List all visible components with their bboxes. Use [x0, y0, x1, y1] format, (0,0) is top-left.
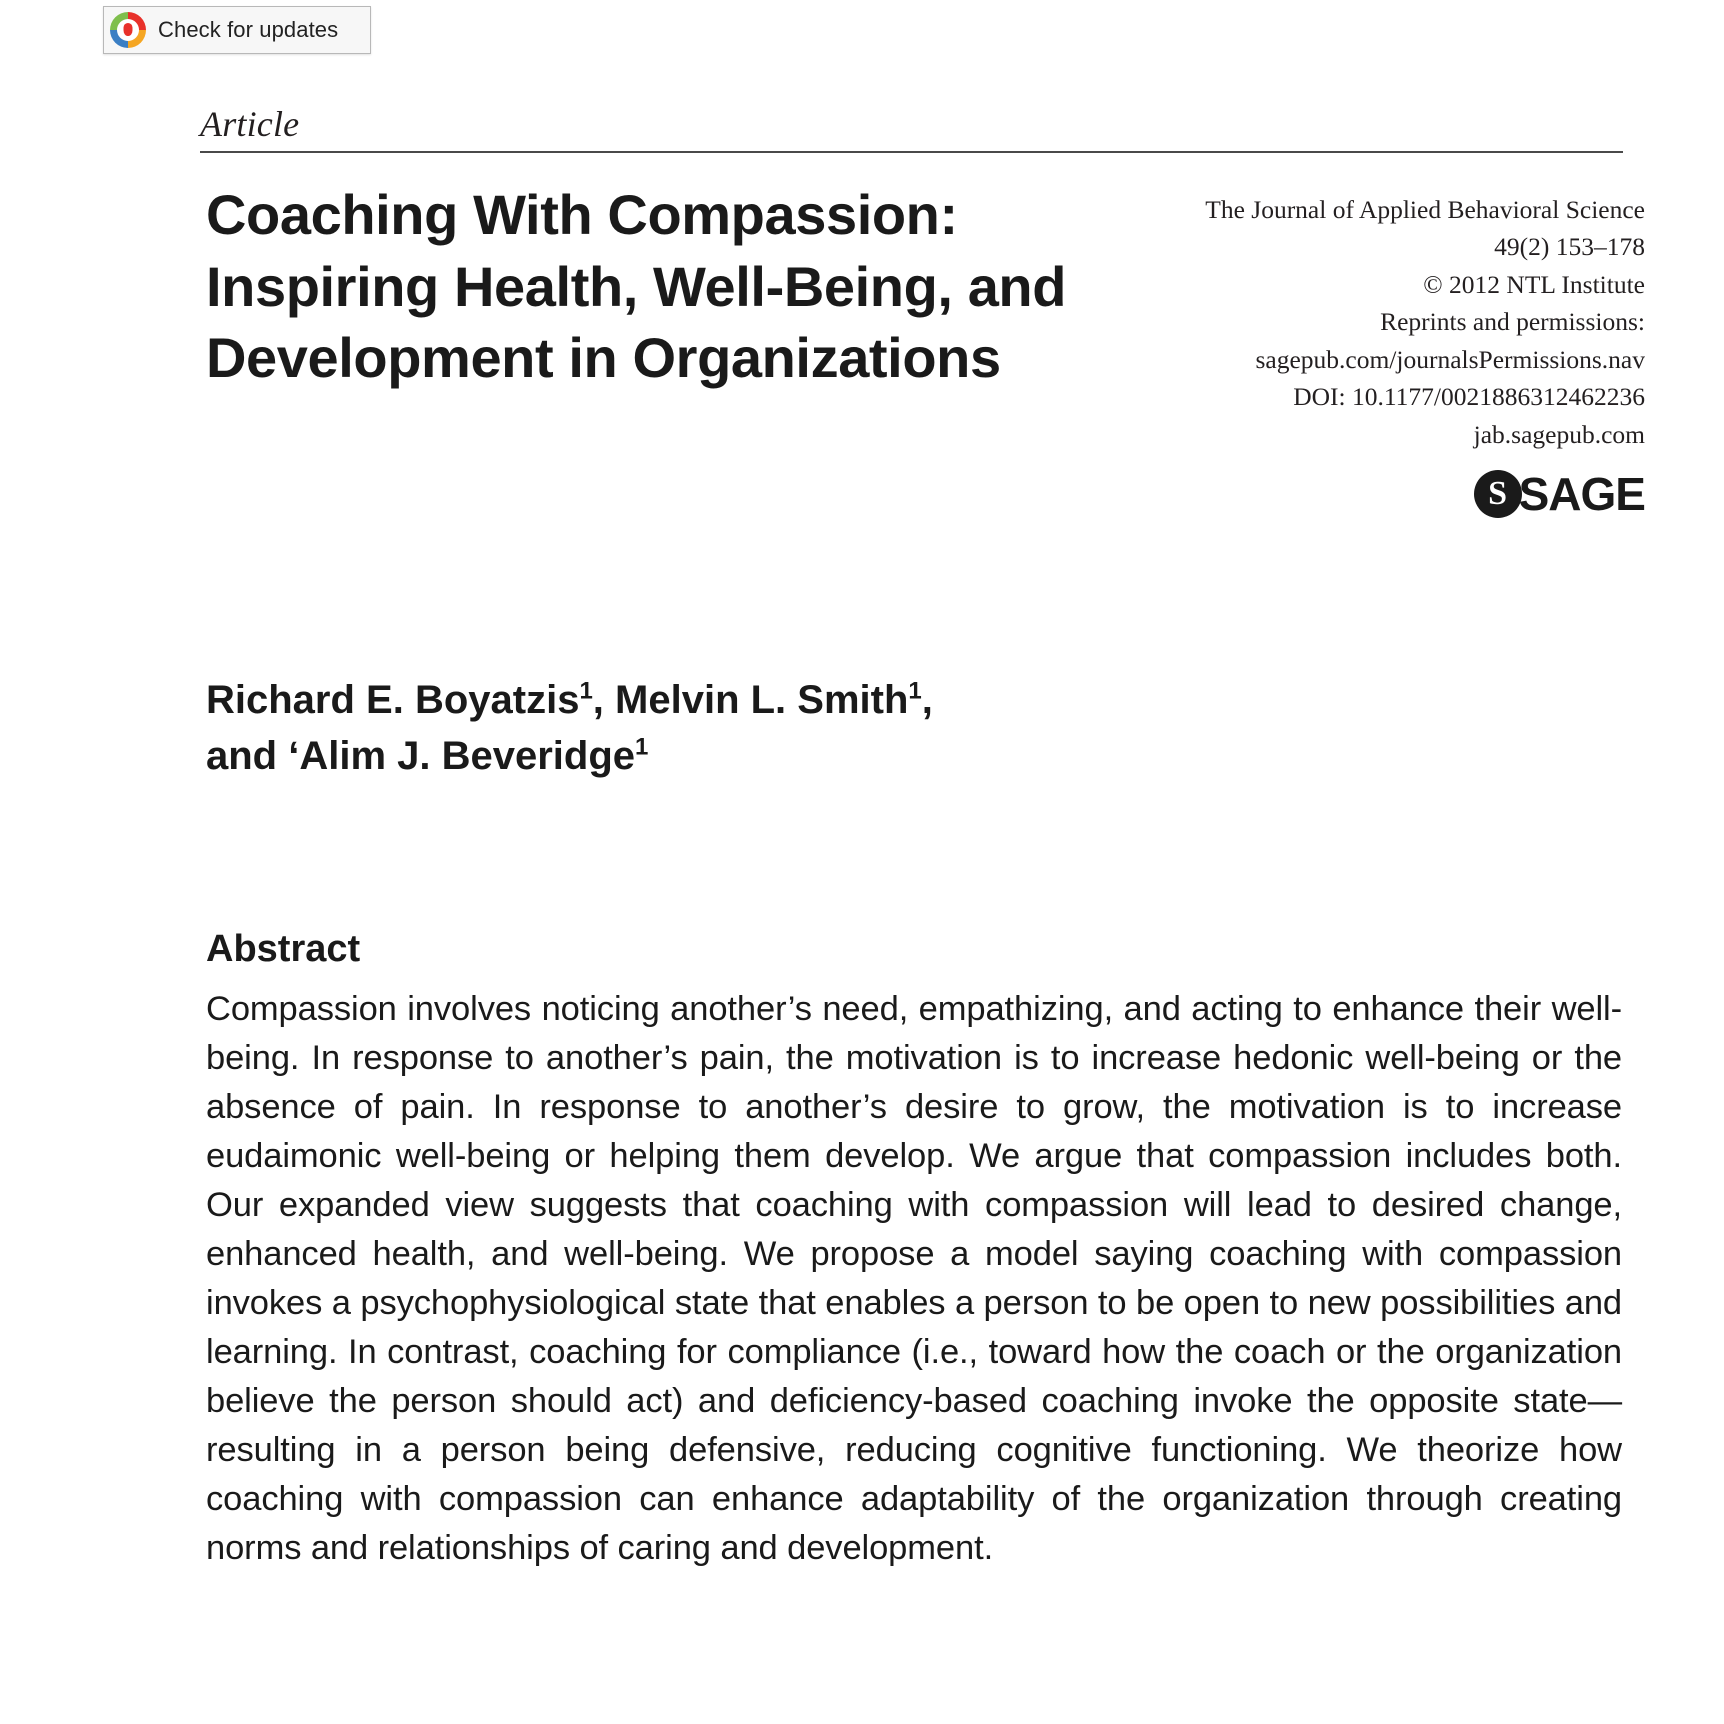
author-3: and ‘Alim J. Beveridge	[206, 733, 636, 778]
journal-website[interactable]: jab.sagepub.com	[1473, 419, 1645, 449]
title-column	[200, 179, 1130, 394]
author-2-affiliation: 1	[908, 678, 922, 706]
author-1-affiliation: 1	[579, 678, 593, 706]
sage-wordmark: SAGE	[1518, 468, 1645, 521]
author-1: Richard E. Boyatzis	[206, 678, 580, 723]
author-2: , Melvin L. Smith	[592, 678, 909, 723]
article-first-page	[200, 0, 1650, 1724]
author-list	[200, 673, 1306, 783]
doi-line[interactable]: DOI: 10.1177/0021886312462236	[1293, 382, 1645, 412]
header-divider	[200, 151, 1623, 153]
title-and-journal-meta	[200, 179, 1650, 521]
journal-meta-column	[1130, 179, 1650, 521]
permissions-url[interactable]: sagepub.com/journalsPermissions.nav	[1255, 344, 1645, 374]
check-for-updates-label: Check for updates	[158, 17, 339, 42]
sage-roundel-icon: S	[1474, 470, 1522, 518]
journal-volume-issue-pages: 49(2) 153–178	[1494, 232, 1645, 262]
author-3-affiliation: 1	[635, 733, 649, 761]
reprints-label: Reprints and permissions:	[1380, 307, 1645, 337]
crossmark-icon	[108, 10, 148, 50]
author-separator: ,	[921, 678, 933, 723]
journal-name: The Journal of Applied Behavioral Science	[1205, 195, 1645, 224]
page-title: Coaching With Compassion: Inspiring Health, Well-Being, and Development in Organizations	[206, 183, 1067, 390]
copyright-line: © 2012 NTL Institute	[1423, 269, 1645, 299]
section-label: Article	[200, 104, 300, 144]
abstract-text: Compassion involves noticing another’s need, empathizing, and acting to enhance their well-being. In response to another’s pain, the motivation is to increase hedonic well-being or the absence of pain. In response to another’s desire to grow, the motivation is to increase eudaimonic well-being or helping them develop. We argue that compassion includes both. Our expanded view suggests that coaching with compassion will lead to desired change, enhanced health, and well-being. We propose a model saying coaching with compassion invokes a psychophysiological state that enables a person to be open to new possibilities and learning. In contrast, coaching for compliance (i.e., toward how the coach or the organization believe the person should act) and deficiency-based coaching invoke the opposite state—resulting in a person being defensive, reducing cognitive functioning. We theorize how coaching with compassion can enhance adaptability of the organization through creating norms and relationships of caring and development.	[206, 989, 1622, 1567]
abstract-heading: Abstract	[206, 927, 361, 970]
sage-logo	[1130, 467, 1645, 521]
